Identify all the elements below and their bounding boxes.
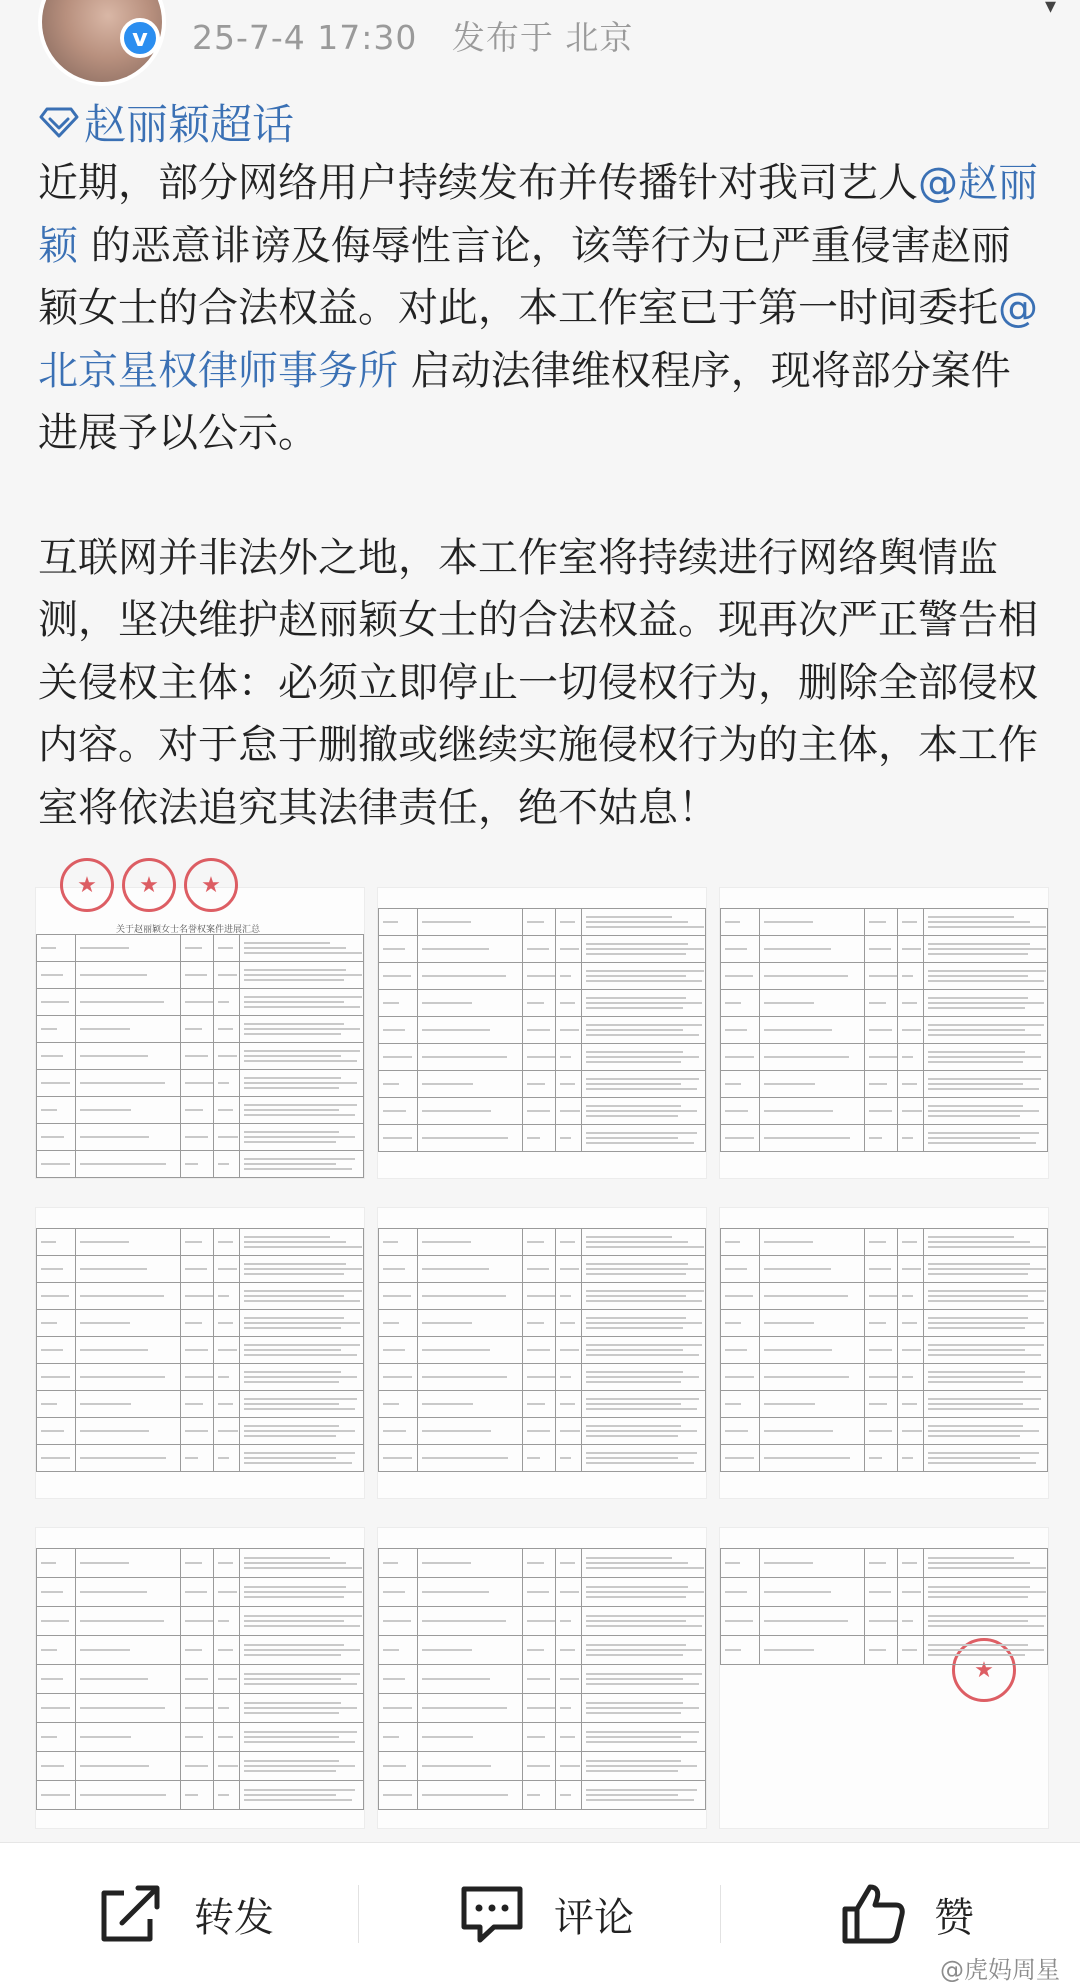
document-table — [36, 1548, 364, 1810]
official-seal-icon: ★ — [122, 858, 176, 912]
mention-law-firm[interactable]: @北京星权律师事务所 — [38, 285, 1038, 394]
supertopic-link[interactable] — [38, 92, 294, 152]
post-date: 25-7-4 17:30 — [192, 18, 418, 57]
document-image-3[interactable] — [720, 888, 1048, 1178]
post-meta — [192, 12, 633, 59]
supertopic-label: 赵丽颖超话 — [84, 100, 295, 149]
image-grid — [36, 872, 1048, 1832]
post-paragraph-1 — [38, 152, 1048, 465]
document-table — [720, 1548, 1048, 1665]
more-menu-icon[interactable]: ▾ — [1044, 0, 1056, 19]
watermark: @虎妈周星 — [940, 1956, 1060, 1984]
mention-zhaoliying[interactable]: @赵丽颖 — [38, 160, 1038, 269]
repost-label: 转发 — [194, 1894, 274, 1941]
post-text: 启动法律维权程序，现将部分案件进展予以公示。 — [38, 347, 1011, 456]
document-image-5[interactable] — [378, 1208, 706, 1498]
document-table — [720, 1228, 1048, 1472]
thumbs-up-icon — [840, 1882, 906, 1946]
document-image-9[interactable] — [720, 1528, 1048, 1828]
official-seal-icon: ★ — [952, 1638, 1016, 1702]
action-bar — [0, 1842, 1080, 1985]
post-body — [38, 152, 1048, 839]
verified-badge-icon: v — [120, 18, 160, 58]
official-seal-icon: ★ — [60, 858, 114, 912]
document-table — [378, 908, 706, 1152]
document-table — [36, 1228, 364, 1472]
post-header — [0, 0, 1080, 90]
document-table — [720, 908, 1048, 1152]
supertopic-diamond-icon — [38, 105, 80, 139]
comment-button[interactable] — [458, 1843, 634, 1985]
repost-button[interactable] — [96, 1843, 274, 1985]
repost-icon — [96, 1883, 166, 1945]
document-image-7[interactable] — [36, 1528, 364, 1828]
comment-label: 评论 — [554, 1894, 634, 1941]
document-table — [378, 1548, 706, 1810]
document-image-8[interactable] — [378, 1528, 706, 1828]
post-location: 发布于 北京 — [451, 18, 634, 57]
document-image-6[interactable] — [720, 1208, 1048, 1498]
document-title: 关于赵丽颖女士名誉权案件进展汇总 — [116, 925, 261, 935]
document-table — [378, 1228, 706, 1472]
document-image-4[interactable] — [36, 1208, 364, 1498]
post-text: 近期，部分网络用户持续发布并传播针对我司艺人 — [38, 160, 918, 206]
document-image-1[interactable] — [36, 872, 364, 1178]
comment-icon — [458, 1883, 526, 1945]
document-image-2[interactable] — [378, 888, 706, 1178]
post-paragraph-2: 互联网并非法外之地，本工作室将持续进行网络舆情监测，坚决维护赵丽颖女士的合法权益。现再次严正警告相关侵权主体：必须立即停止一切侵权行为，删除全部侵权内容。对于怠于删撤或继续实施侵权行为的主体，本工作室将依法追究其法律责任，绝不姑息！ — [38, 534, 1038, 831]
official-seal-icon: ★ — [184, 858, 238, 912]
post-text: 的恶意诽谤及侮辱性言论，该等行为已严重侵害赵丽颖女士的合法权益。对此，本工作室已于第一时间委托 — [38, 222, 1011, 331]
like-label: 赞 — [934, 1894, 974, 1941]
document-table — [36, 934, 364, 1178]
